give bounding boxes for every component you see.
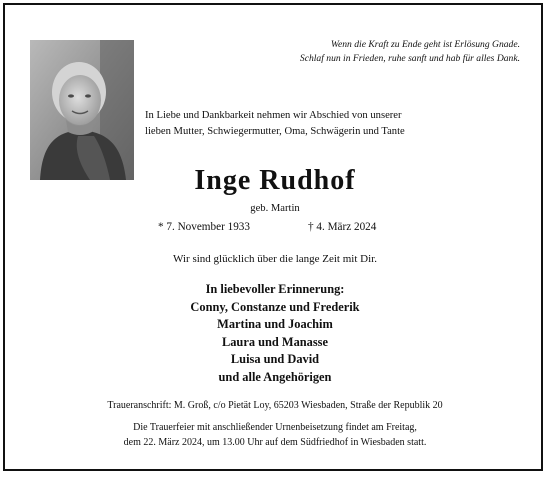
portrait-image [30, 40, 134, 180]
memory-block [0, 281, 550, 386]
birth-date: * 7. November 1933 [158, 221, 250, 233]
memory-heading: In liebevoller Erinnerung: [205, 282, 345, 296]
mourner-line: Laura und Manasse [221, 334, 329, 349]
mourner-line: und alle Angehörigen [218, 369, 332, 384]
quote-line-1: Wenn die Kraft zu Ende geht ist Erlösung Gnade. [330, 39, 520, 50]
quote-line-2: Schlaf nun in Frieden, ruhe sanft und hab für alles Dank. [299, 53, 520, 64]
quote-block [200, 38, 520, 66]
gratitude-line: Wir sind glücklich über die lange Zeit mit Dir. [173, 253, 377, 265]
maiden-name: geb. Martin [250, 203, 300, 214]
intro-text [145, 108, 525, 140]
intro-line-1: In Liebe und Dankbarkeit nehmen wir Abschied von unserer [145, 110, 402, 121]
mourning-address: Traueranschrift: M. Groß, c/o Pietät Loy, 65203 Wiesbaden, Straße der Republik 20 [107, 400, 443, 411]
life-dates [158, 221, 408, 233]
intro-line-2: lieben Mutter, Schwiegermutter, Oma, Schwägerin und Tante [145, 126, 405, 137]
portrait-photo [30, 40, 134, 180]
mourner-line: Luisa und David [230, 352, 320, 366]
funeral-line-2: dem 22. März 2024, um 13.00 Uhr auf dem Südfriedhof in Wiesbaden statt. [123, 437, 427, 448]
funeral-line-1: Die Trauerfeier mit anschließender Urnenbeisetzung findet am Freitag, [133, 422, 417, 433]
death-date: † 4. März 2024 [308, 221, 377, 233]
mourner-line: Conny, Constanze und Frederik [190, 299, 360, 314]
funeral-notice [0, 420, 550, 450]
mourner-line: Martina und Joachim [217, 317, 333, 331]
deceased-name: Inge Rudhof [194, 165, 356, 196]
